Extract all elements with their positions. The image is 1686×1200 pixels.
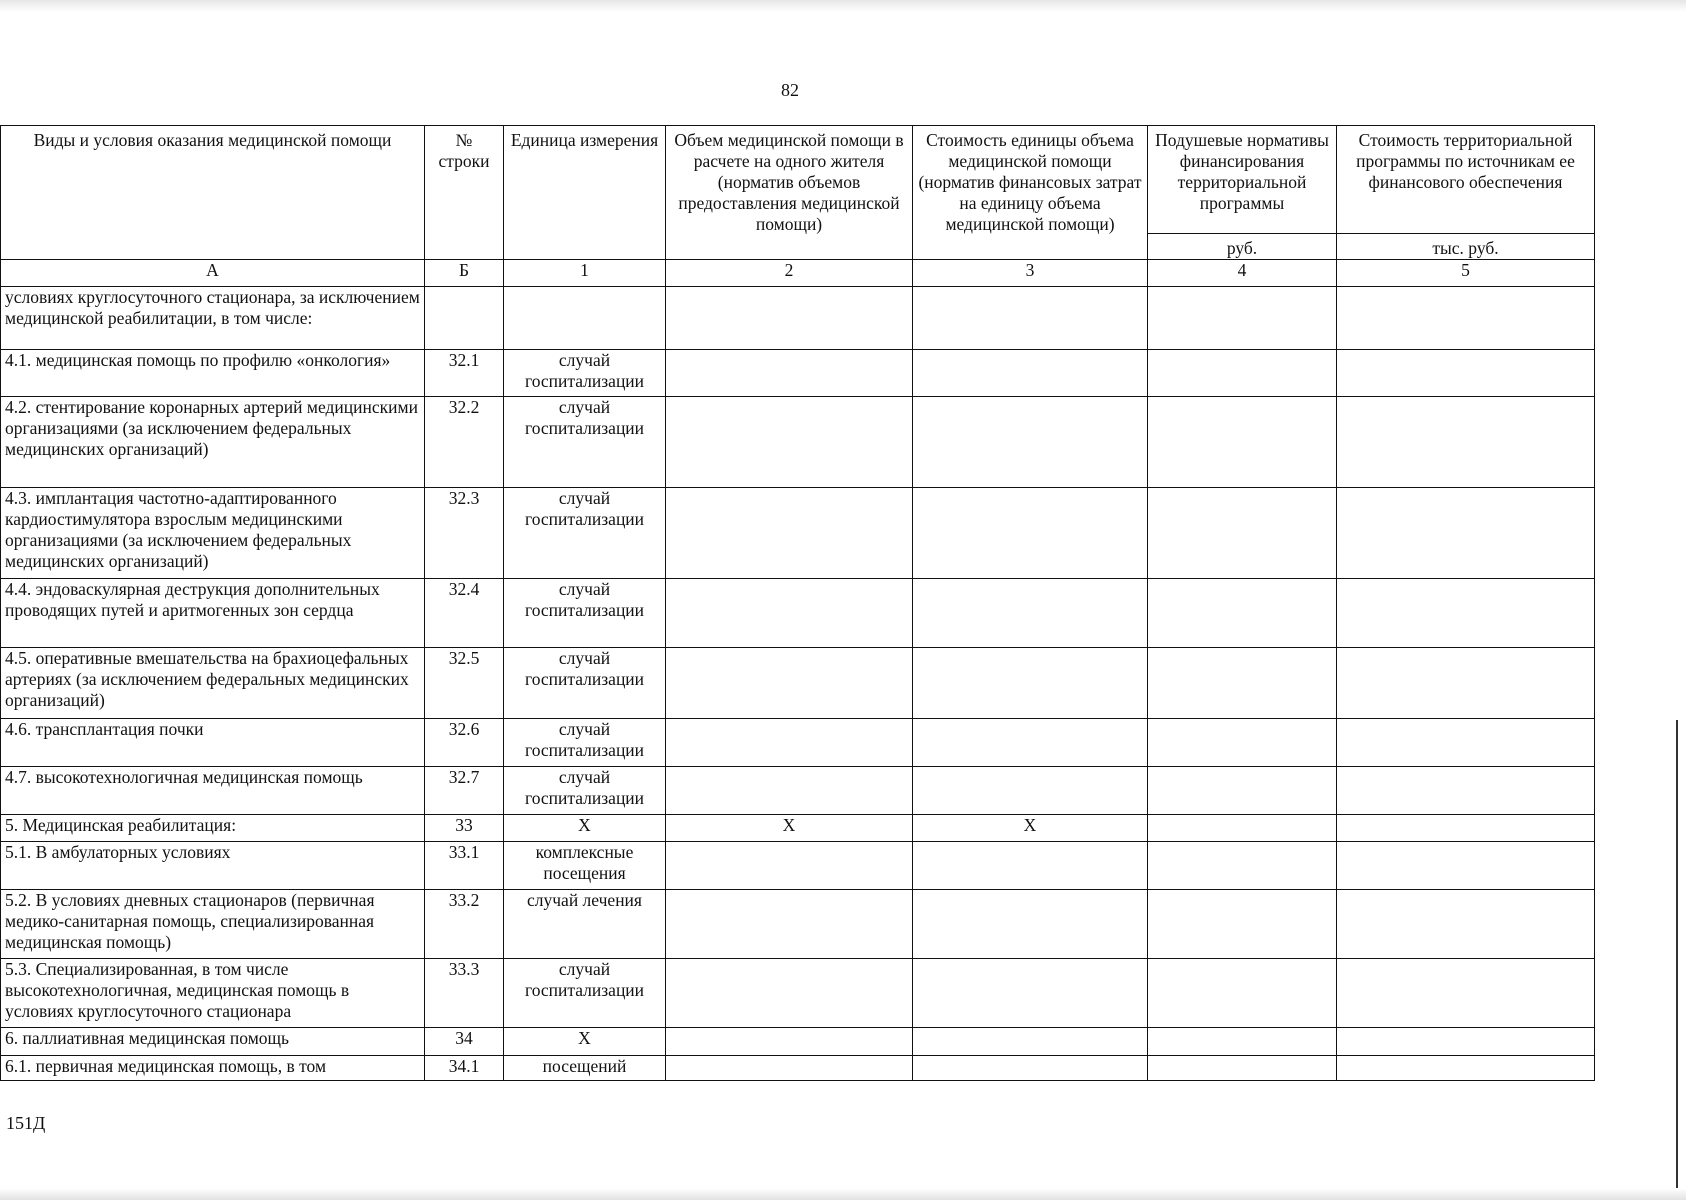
scan-edge-bottom <box>0 1188 1686 1200</box>
row-volume <box>666 350 913 397</box>
row-per-capita <box>1148 767 1337 815</box>
header-volume: Объем медицинской помощи в расчете на одного жителя (норматив объемов предоставления медицинской помощи) <box>666 126 913 260</box>
col-letter-a: А <box>1 260 425 287</box>
row-cost <box>913 287 1148 350</box>
unit-program-cost: тыс. руб. <box>1337 234 1595 260</box>
table-header <box>1 126 1595 287</box>
row-program-cost <box>1337 890 1595 959</box>
row-program-cost <box>1337 579 1595 648</box>
row-cost <box>913 579 1148 648</box>
table-row <box>1 842 1595 890</box>
header-per-capita: Подушевые нормативы финансирования территориальной программы <box>1148 126 1337 234</box>
row-name: 6. паллиативная медицинская помощь <box>1 1028 425 1056</box>
table-row <box>1 488 1595 579</box>
row-no: 33 <box>425 815 504 842</box>
row-unit <box>504 287 666 350</box>
header-program-cost: Стоимость территориальной программы по источникам ее финансового обеспечения <box>1337 126 1595 234</box>
row-no: 33.3 <box>425 959 504 1028</box>
row-unit: случай госпитализации <box>504 579 666 648</box>
table-row <box>1 890 1595 959</box>
row-volume <box>666 842 913 890</box>
row-unit: X <box>504 815 666 842</box>
col-letter-1: 1 <box>504 260 666 287</box>
table-row <box>1 719 1595 767</box>
row-name: условиях круглосуточного стационара, за исключением медицинской реабилитации, в том числе: <box>1 287 425 350</box>
row-program-cost <box>1337 959 1595 1028</box>
row-per-capita <box>1148 1056 1337 1081</box>
table-body <box>1 287 1595 1081</box>
row-per-capita <box>1148 719 1337 767</box>
row-program-cost <box>1337 350 1595 397</box>
row-name: 6.1. первичная медицинская помощь, в том <box>1 1056 425 1081</box>
scan-edge-top <box>0 0 1686 12</box>
table-row <box>1 579 1595 648</box>
table-row <box>1 287 1595 350</box>
col-letter-3: 3 <box>913 260 1148 287</box>
row-per-capita <box>1148 959 1337 1028</box>
row-no: 33.2 <box>425 890 504 959</box>
row-per-capita <box>1148 842 1337 890</box>
row-no: 32.4 <box>425 579 504 648</box>
row-name: 4.7. высокотехнологичная медицинская помощь <box>1 767 425 815</box>
row-no: 32.6 <box>425 719 504 767</box>
row-program-cost <box>1337 1028 1595 1056</box>
row-cost <box>913 648 1148 719</box>
row-per-capita <box>1148 397 1337 488</box>
row-unit: посещений <box>504 1056 666 1081</box>
row-unit: X <box>504 1028 666 1056</box>
row-name: 5.1. В амбулаторных условиях <box>1 842 425 890</box>
col-letter-2: 2 <box>666 260 913 287</box>
row-program-cost <box>1337 719 1595 767</box>
row-per-capita <box>1148 648 1337 719</box>
table-row <box>1 1028 1595 1056</box>
table-row <box>1 648 1595 719</box>
row-program-cost <box>1337 287 1595 350</box>
row-program-cost <box>1337 767 1595 815</box>
row-volume <box>666 488 913 579</box>
header-cost: Стоимость единицы объема медицинской помощи (норматив финансовых затрат на единицу объема медицинской помощи) <box>913 126 1148 260</box>
row-cost <box>913 890 1148 959</box>
table-row <box>1 350 1595 397</box>
row-unit: случай госпитализации <box>504 350 666 397</box>
page-number: 82 <box>781 80 799 100</box>
col-letter-4: 4 <box>1148 260 1337 287</box>
document-code: 151Д <box>6 1113 46 1133</box>
row-cost <box>913 350 1148 397</box>
table-row <box>1 959 1595 1028</box>
row-unit: случай госпитализации <box>504 959 666 1028</box>
row-name: 4.6. трансплантация почки <box>1 719 425 767</box>
row-no: 34.1 <box>425 1056 504 1081</box>
row-per-capita <box>1148 1028 1337 1056</box>
row-program-cost <box>1337 1056 1595 1081</box>
row-unit: комплексные посещения <box>504 842 666 890</box>
row-cost <box>913 1028 1148 1056</box>
row-no: 32.5 <box>425 648 504 719</box>
table-row <box>1 397 1595 488</box>
row-per-capita <box>1148 815 1337 842</box>
row-name: 4.2. стентирование коронарных артерий медицинскими организациями (за исключением федеральных медицинских организаций) <box>1 397 425 488</box>
row-unit: случай госпитализации <box>504 719 666 767</box>
row-volume <box>666 1028 913 1056</box>
row-cost: X <box>913 815 1148 842</box>
table-row <box>1 815 1595 842</box>
unit-per-capita: руб. <box>1148 234 1337 260</box>
row-unit: случай госпитализации <box>504 397 666 488</box>
row-volume <box>666 648 913 719</box>
row-cost <box>913 842 1148 890</box>
row-no: 33.1 <box>425 842 504 890</box>
row-unit: случай госпитализации <box>504 767 666 815</box>
row-no: 32.2 <box>425 397 504 488</box>
row-cost <box>913 767 1148 815</box>
row-volume <box>666 397 913 488</box>
row-cost <box>913 959 1148 1028</box>
row-cost <box>913 397 1148 488</box>
row-program-cost <box>1337 488 1595 579</box>
row-name: 4.3. имплантация частотно-адаптированного кардиостимулятора взрослым медицинскими организациями (за исключением федеральных медицинских организаций) <box>1 488 425 579</box>
row-cost <box>913 1056 1148 1081</box>
row-volume <box>666 767 913 815</box>
row-unit: случай госпитализации <box>504 488 666 579</box>
table-row <box>1 767 1595 815</box>
row-volume: X <box>666 815 913 842</box>
row-name: 5. Медицинская реабилитация: <box>1 815 425 842</box>
header-type: Виды и условия оказания медицинской помощи <box>1 126 425 260</box>
row-per-capita <box>1148 350 1337 397</box>
scan-edge-right <box>1676 720 1678 1190</box>
row-cost <box>913 719 1148 767</box>
row-no: 32.7 <box>425 767 504 815</box>
row-no <box>425 287 504 350</box>
row-no: 32.3 <box>425 488 504 579</box>
row-unit: случай госпитализации <box>504 648 666 719</box>
row-name: 5.3. Специализированная, в том числе высокотехнологичная, медицинская помощь в условиях круглосуточного стационара <box>1 959 425 1028</box>
row-volume <box>666 719 913 767</box>
row-program-cost <box>1337 815 1595 842</box>
row-per-capita <box>1148 488 1337 579</box>
row-volume <box>666 959 913 1028</box>
row-per-capita <box>1148 579 1337 648</box>
row-volume <box>666 579 913 648</box>
table-row <box>1 1056 1595 1081</box>
col-letter-b: Б <box>425 260 504 287</box>
row-no: 32.1 <box>425 350 504 397</box>
row-name: 4.5. оперативные вмешательства на брахиоцефальных артериях (за исключением федеральных медицинских организаций) <box>1 648 425 719</box>
row-program-cost <box>1337 648 1595 719</box>
row-volume <box>666 287 913 350</box>
row-per-capita <box>1148 287 1337 350</box>
row-volume <box>666 1056 913 1081</box>
row-name: 4.1. медицинская помощь по профилю «онкология» <box>1 350 425 397</box>
row-cost <box>913 488 1148 579</box>
col-letter-5: 5 <box>1337 260 1595 287</box>
row-name: 5.2. В условиях дневных стационаров (первичная медико-санитарная помощь, специализированная медицинская помощь) <box>1 890 425 959</box>
row-name: 4.4. эндоваскулярная деструкция дополнительных проводящих путей и аритмогенных зон сердца <box>1 579 425 648</box>
header-unit: Единица измерения <box>504 126 666 260</box>
row-no: 34 <box>425 1028 504 1056</box>
header-row-no: № строки <box>425 126 504 260</box>
row-unit: случай лечения <box>504 890 666 959</box>
row-per-capita <box>1148 890 1337 959</box>
row-volume <box>666 890 913 959</box>
row-program-cost <box>1337 397 1595 488</box>
row-program-cost <box>1337 842 1595 890</box>
financing-table <box>0 125 1595 1081</box>
